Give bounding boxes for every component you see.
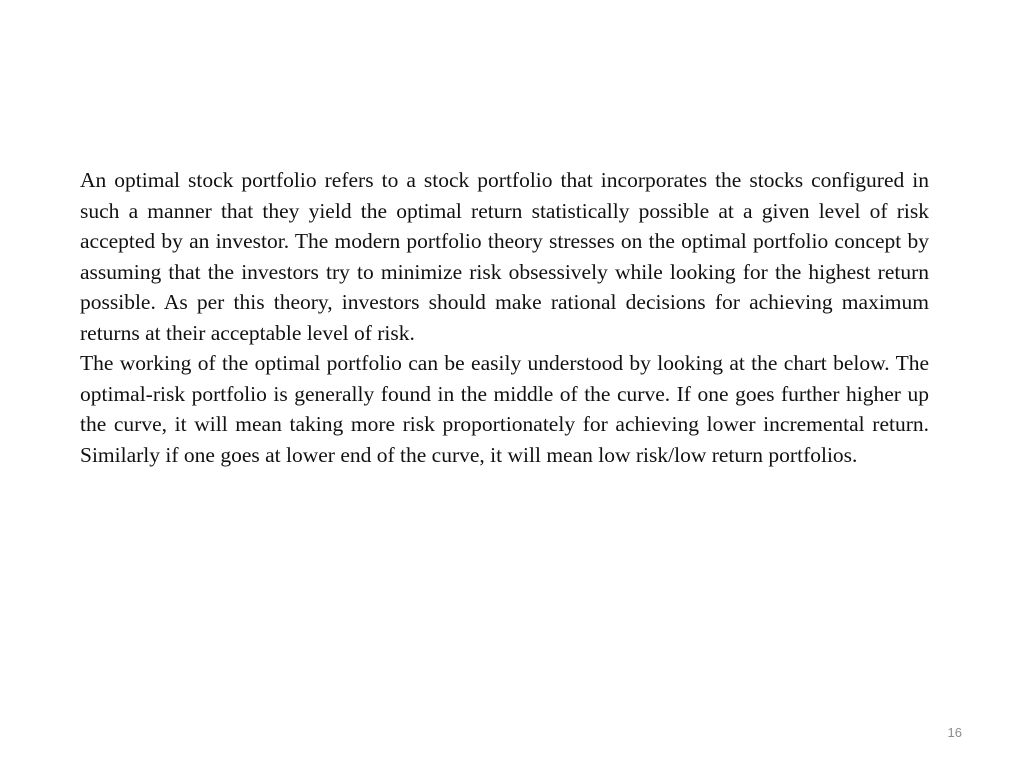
slide-body: [80, 165, 929, 470]
page-number: 16: [947, 725, 962, 740]
paragraph-optimal-portfolio-working: The working of the optimal portfolio can be easily understood by looking at the chart below. The optimal-risk portfolio is generally found in the middle of the curve. If one goes further higher up the curve, it will mean taking more risk proportionately for achieving lower incremental return. Similarly if one goes at lower end of the curve, it will mean low risk/low return portfolios.: [80, 351, 929, 467]
paragraph-optimal-portfolio-definition: An optimal stock portfolio refers to a stock portfolio that incorporates the stocks configured in such a manner that they yield the optimal return statistically possible at a given level of risk accepted by an investor. The modern portfolio theory stresses on the optimal portfolio concept by assuming that the investors try to minimize risk obsessively while looking for the highest return possible. As per this theory, investors should make rational decisions for achieving maximum returns at their acceptable level of risk.: [80, 168, 929, 345]
